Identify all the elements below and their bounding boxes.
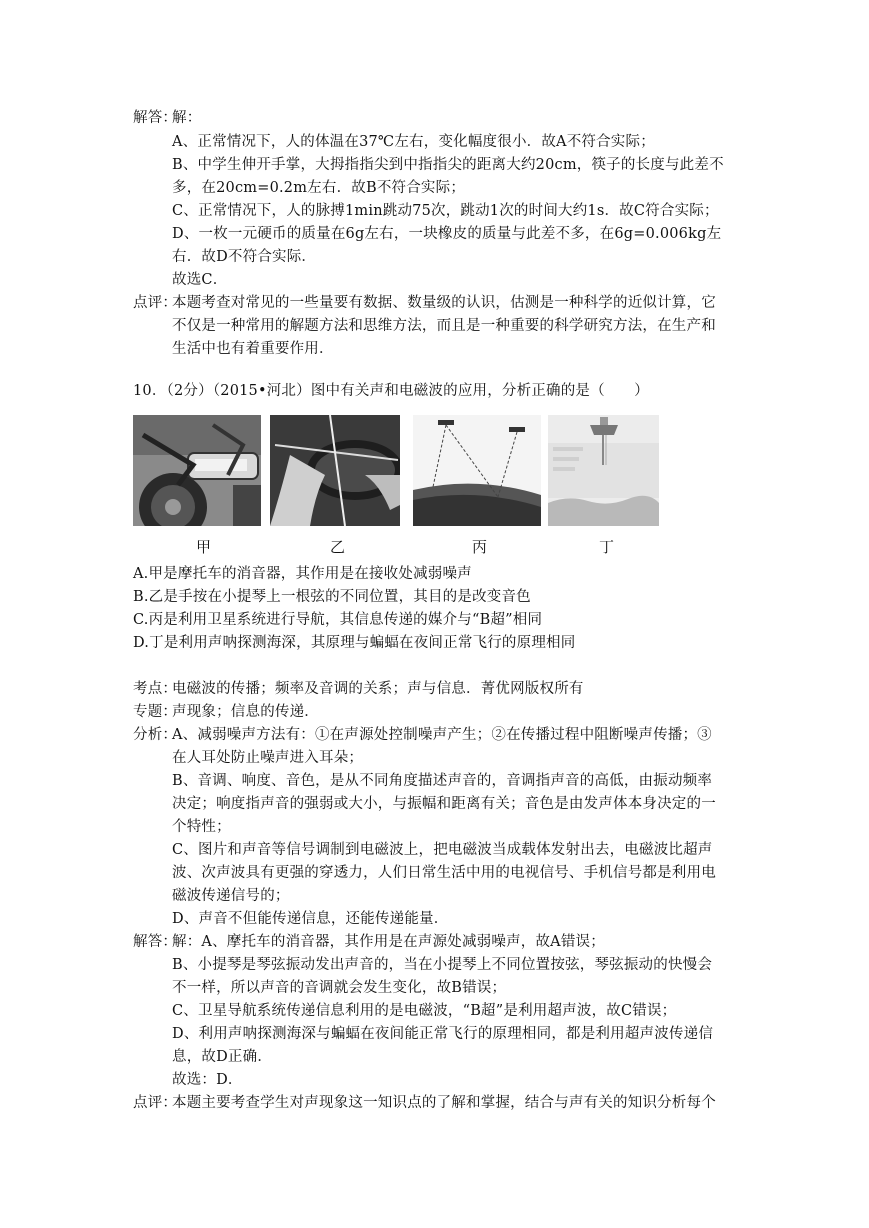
answer-conclusion: 故选C． bbox=[172, 272, 228, 288]
picture-caption-ding: 丁 bbox=[599, 538, 615, 556]
fenxi-line: C、图片和声音等信号调制到电磁波上，把电磁波当成载体发射出去，电磁波比超声 bbox=[172, 842, 713, 858]
motorcycle-muffler-image bbox=[133, 415, 261, 526]
fenxi-line: A、减弱噪声方法有：①在声源处控制噪声产生；②在传播过程中阻断噪声传播；③ bbox=[172, 727, 712, 743]
option-d: D.丁是利用声呐探测海深，其原理与蝙蝠在夜间正常飞行的原理相同 bbox=[133, 635, 576, 651]
fenxi-line: 在人耳处防止噪声进入耳朵； bbox=[172, 750, 364, 766]
sonar-depth-image bbox=[548, 415, 659, 526]
option-b: B.乙是手按在小提琴上一根弦的不同位置，其目的是改变音色 bbox=[133, 589, 531, 605]
answer-label: 解答： bbox=[133, 110, 178, 126]
answer-line: 息，故D正确． bbox=[172, 1049, 273, 1065]
zhuanti-label: 专题： bbox=[133, 704, 178, 720]
fenxi-line: D、声音不但能传递信息，还能传递能量． bbox=[172, 911, 449, 927]
picture-caption-bing: 丙 bbox=[472, 538, 488, 556]
answer-line: B、中学生伸开手掌，大拇指指尖到中指指尖的距离大约20cm，筷子的长度与此差不 bbox=[172, 157, 724, 173]
picture-caption-yi: 乙 bbox=[330, 538, 346, 556]
option-c: C.丙是利用卫星系统进行导航，其信息传递的媒介与“B超”相同 bbox=[133, 612, 543, 628]
answer-intro: 解： bbox=[172, 110, 202, 126]
question-stem: 10．（2分）（2015•河北）图中有关声和电磁波的应用，分析正确的是（ ） bbox=[133, 383, 649, 399]
answer-line: A、正常情况下，人的体温在37℃左右，变化幅度很小．故A不符合实际； bbox=[172, 134, 655, 150]
kaodian-text: 电磁波的传播；频率及音调的关系；声与信息．菁优网版权所有 bbox=[172, 681, 584, 697]
comment-label: 点评： bbox=[133, 295, 178, 311]
answer-line: 多，在20cm=0.2m左右．故B不符合实际； bbox=[172, 180, 466, 196]
fenxi-label: 分析： bbox=[133, 727, 178, 743]
comment-line: 本题考查对常见的一些量要有数据、数量级的认识，估测是一种科学的近似计算，它 bbox=[172, 295, 716, 311]
fenxi-line: 个特性； bbox=[172, 819, 231, 835]
kaodian-label: 考点： bbox=[133, 681, 178, 697]
comment-line: 生活中也有着重要作用． bbox=[172, 341, 334, 357]
fenxi-line: 决定；响度指声音的强弱或大小，与振幅和距离有关；音色是由发声体本身决定的一 bbox=[172, 796, 716, 812]
answer-line: C、正常情况下，人的脉搏1min跳动75次，跳动1次的时间大约1s．故C符合实际； bbox=[172, 203, 719, 219]
answer-line: D、利用声呐探测海深与蝙蝠在夜间能正常飞行的原理相同，都是利用超声波传递信 bbox=[172, 1026, 714, 1042]
fenxi-line: 磁波传递信号的； bbox=[172, 888, 290, 904]
picture-caption-jia: 甲 bbox=[196, 538, 212, 556]
fenxi-line: B、音调、响度、音色，是从不同角度描述声音的，音调指声音的高低，由振动频率 bbox=[172, 773, 713, 789]
comment-label: 点评： bbox=[133, 1095, 178, 1111]
fenxi-line: 波、次声波具有更强的穿透力，人们日常生活中用的电视信号、手机信号都是利用电 bbox=[172, 865, 716, 881]
answer-line: 不一样，所以声音的音调就会发生变化，故B错误； bbox=[172, 980, 507, 996]
answer-line: 解：A、摩托车的消音器，其作用是在声源处减弱噪声，故A错误； bbox=[172, 934, 605, 950]
zhuanti-text: 声现象；信息的传递． bbox=[172, 704, 319, 720]
comment-line: 本题主要考查学生对声现象这一知识点的了解和掌握，结合与声有关的知识分析每个 bbox=[172, 1095, 716, 1111]
answer-line: 右．故D不符合实际． bbox=[172, 249, 317, 265]
violin-image bbox=[270, 415, 400, 526]
answer-line: C、卫星导航系统传递信息利用的是电磁波，“B超”是利用超声波，故C错误； bbox=[172, 1003, 677, 1019]
comment-line: 不仅是一种常用的解题方法和思维方法，而且是一种重要的科学研究方法，在生产和 bbox=[172, 318, 716, 334]
satellite-navigation-image bbox=[413, 415, 541, 526]
answer-label: 解答： bbox=[133, 934, 178, 950]
answer-line: B、小提琴是琴弦振动发出声音的，当在小提琴上不同位置按弦，琴弦振动的快慢会 bbox=[172, 957, 713, 973]
option-a: A.甲是摩托车的消音器，其作用是在接收处减弱噪声 bbox=[133, 566, 472, 582]
answer-conclusion: 故选：D． bbox=[172, 1072, 243, 1088]
answer-line: D、一枚一元硬币的质量在6g左右，一块橡皮的质量与此差不多，在6g=0.006kg左 bbox=[172, 226, 722, 242]
